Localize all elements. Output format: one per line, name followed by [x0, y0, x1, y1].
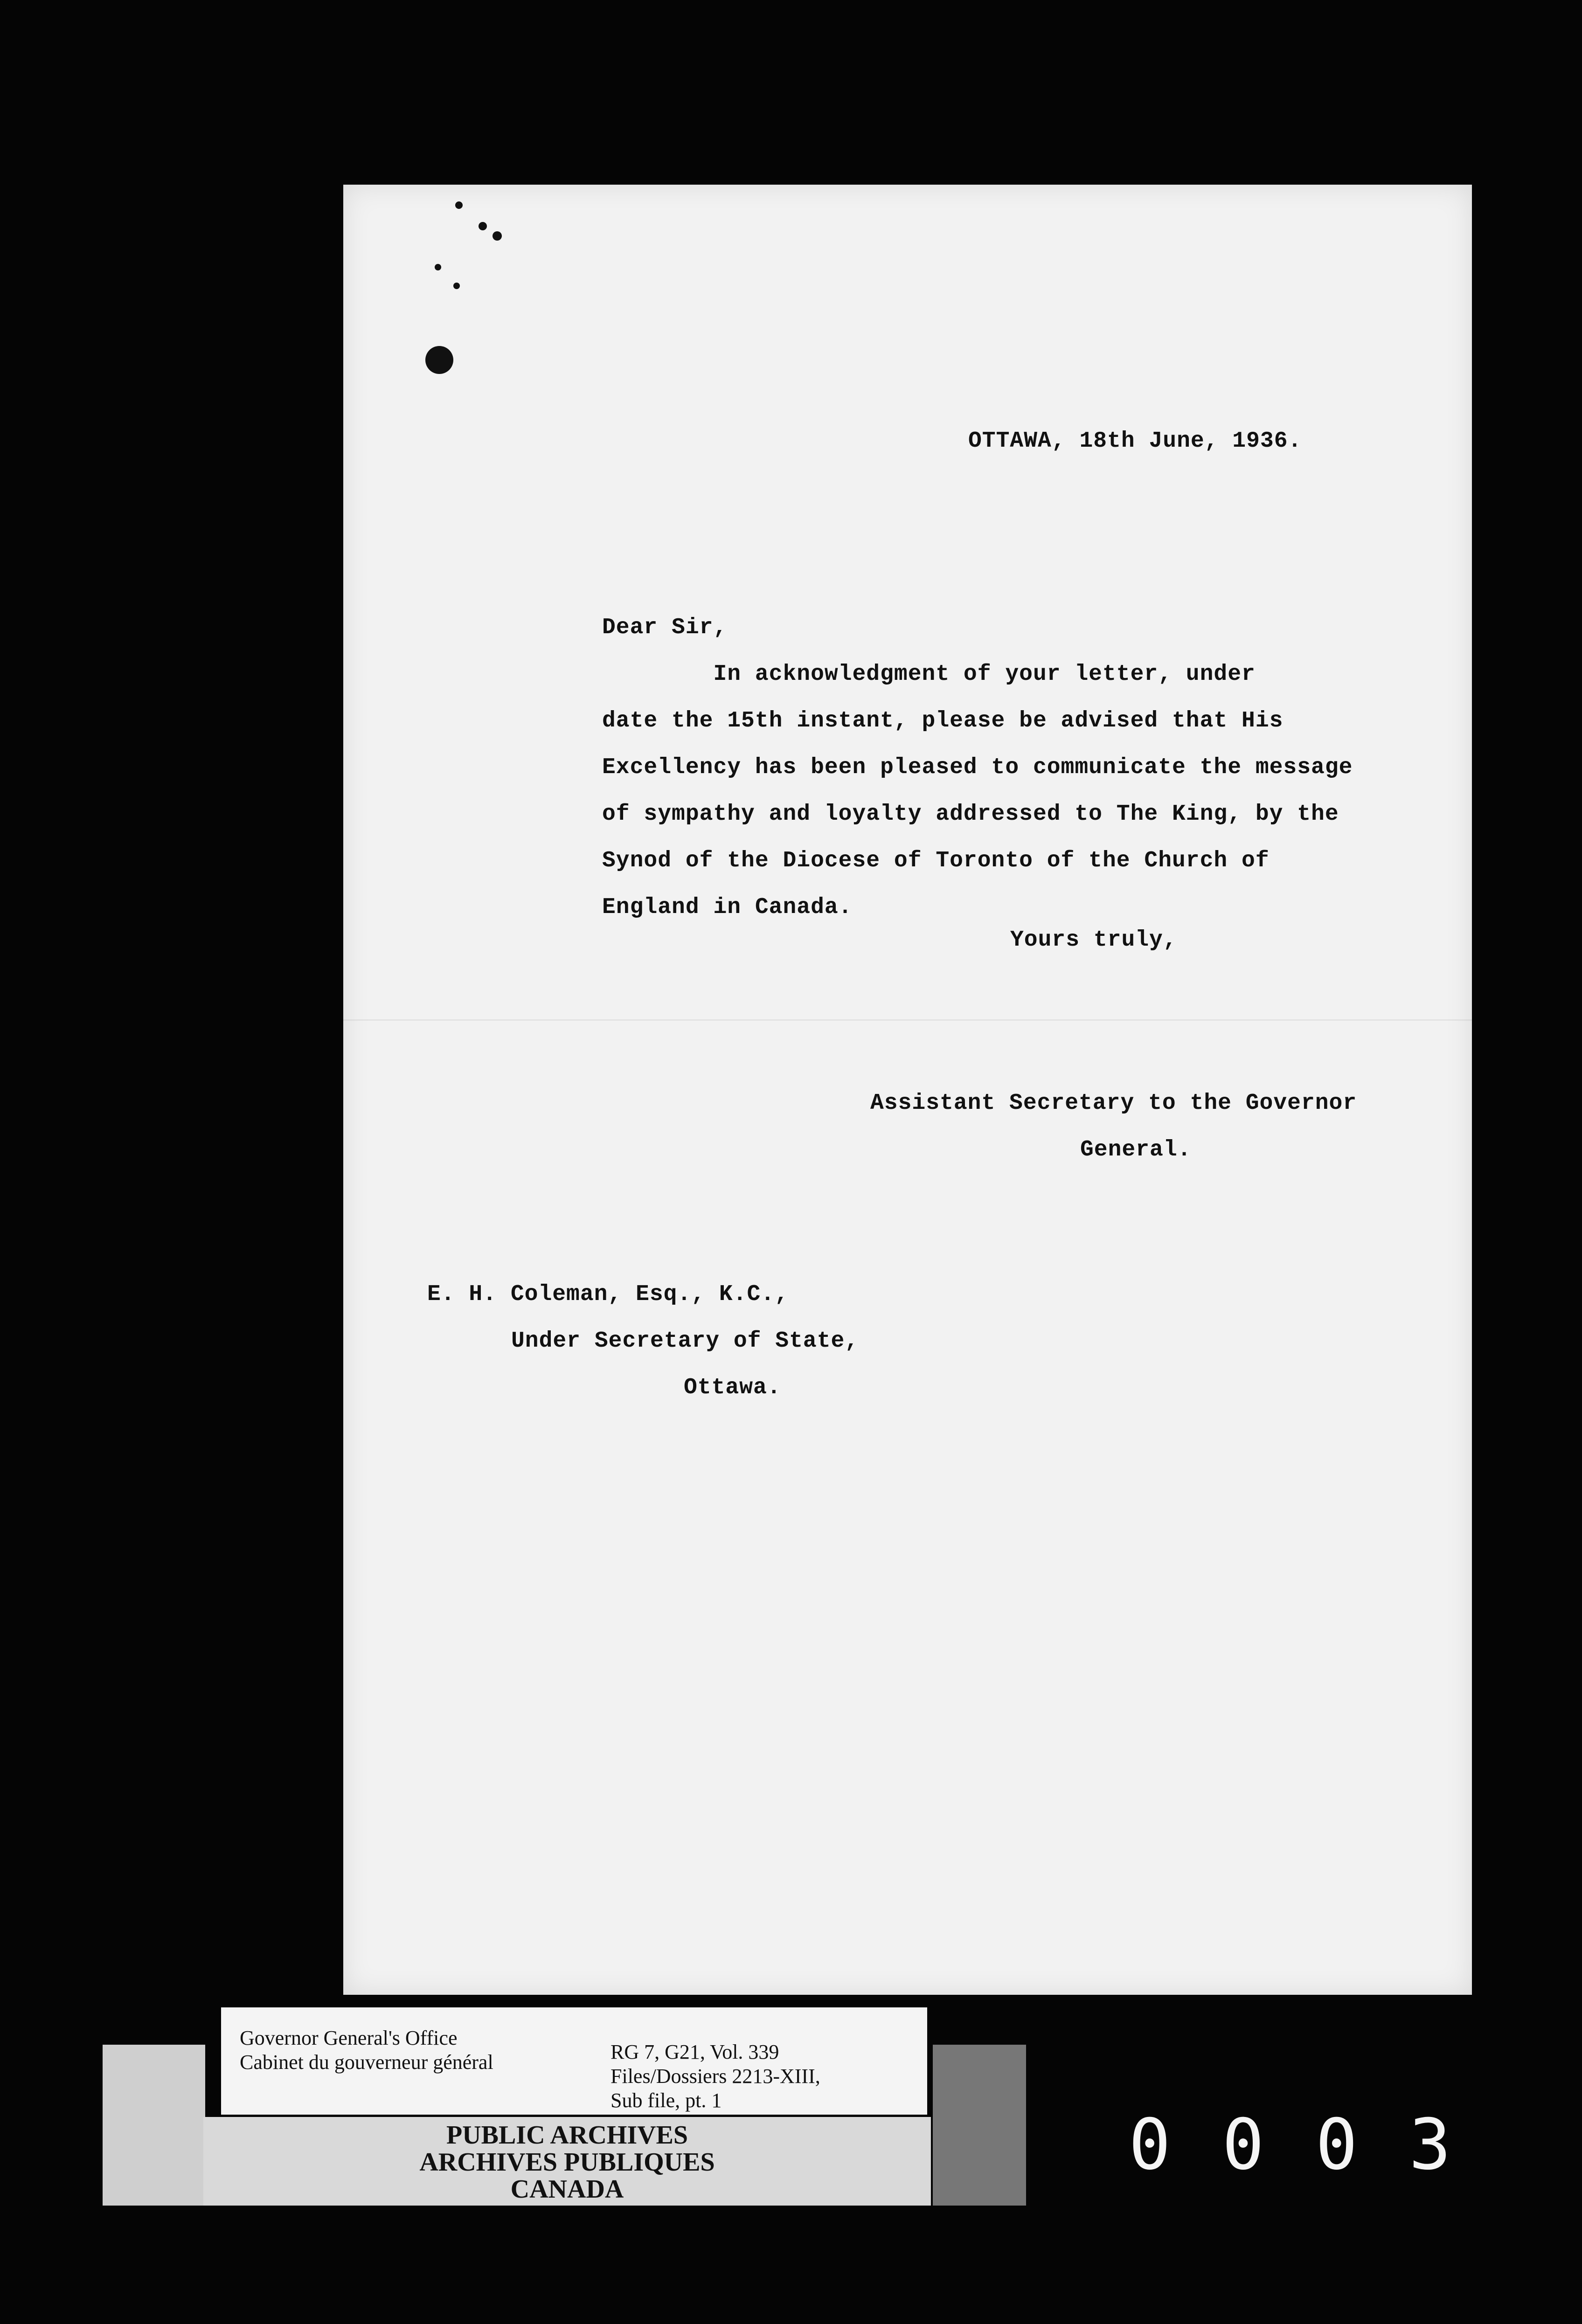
file-reference	[611, 2040, 820, 2113]
archives-english: PUBLIC ARCHIVES	[446, 2121, 688, 2150]
ink-speck	[435, 264, 441, 270]
ink-speck	[493, 231, 502, 241]
archive-clip	[103, 2045, 205, 2206]
signature-title: Assistant Secretary to the Governor	[870, 1091, 1357, 1116]
body-line: Excellency has been pleased to communicate the message	[602, 755, 1353, 780]
body-line: of sympathy and loyalty addressed to The King, by the	[602, 802, 1339, 827]
ink-speck	[453, 283, 460, 289]
body-line: England in Canada.	[602, 895, 853, 920]
addressee-title: Under Secretary of State,	[511, 1328, 859, 1354]
archives-country: CANADA	[510, 2175, 624, 2204]
public-archives-stamp	[203, 2117, 931, 2206]
office-names	[240, 2026, 493, 2075]
archive-reference-label	[221, 2007, 927, 2115]
ink-blot	[425, 346, 453, 374]
closing: Yours truly,	[1010, 927, 1177, 953]
ink-speck	[455, 201, 463, 209]
body-line: Synod of the Diocese of Toronto of the Church of	[602, 848, 1270, 873]
addressee-city: Ottawa.	[684, 1375, 781, 1400]
record-group: RG 7, G21, Vol. 339	[611, 2040, 779, 2063]
file-number: Files/Dossiers 2213-XIII,	[611, 2065, 820, 2088]
letter-page	[343, 185, 1472, 1995]
ink-speck	[479, 222, 487, 230]
body-line: date the 15th instant, please be advised that His	[602, 708, 1284, 733]
archive-clip-edge	[933, 2045, 1026, 2206]
addressee-name: E. H. Coleman, Esq., K.C.,	[427, 1282, 789, 1307]
salutation: Dear Sir,	[602, 615, 728, 640]
letter-date: OTTAWA, 18th June, 1936.	[968, 429, 1302, 454]
frame-number: 0003	[1129, 2104, 1503, 2186]
archives-french: ARCHIVES PUBLIQUES	[419, 2148, 715, 2177]
page-fold	[343, 1019, 1472, 1021]
sub-file: Sub file, pt. 1	[611, 2089, 722, 2112]
office-english: Governor General's Office	[240, 2027, 458, 2049]
office-french: Cabinet du gouverneur général	[240, 2051, 493, 2074]
body-line: In acknowledgment of your letter, under	[602, 662, 1256, 687]
signature-title-continued: General.	[1080, 1137, 1192, 1162]
